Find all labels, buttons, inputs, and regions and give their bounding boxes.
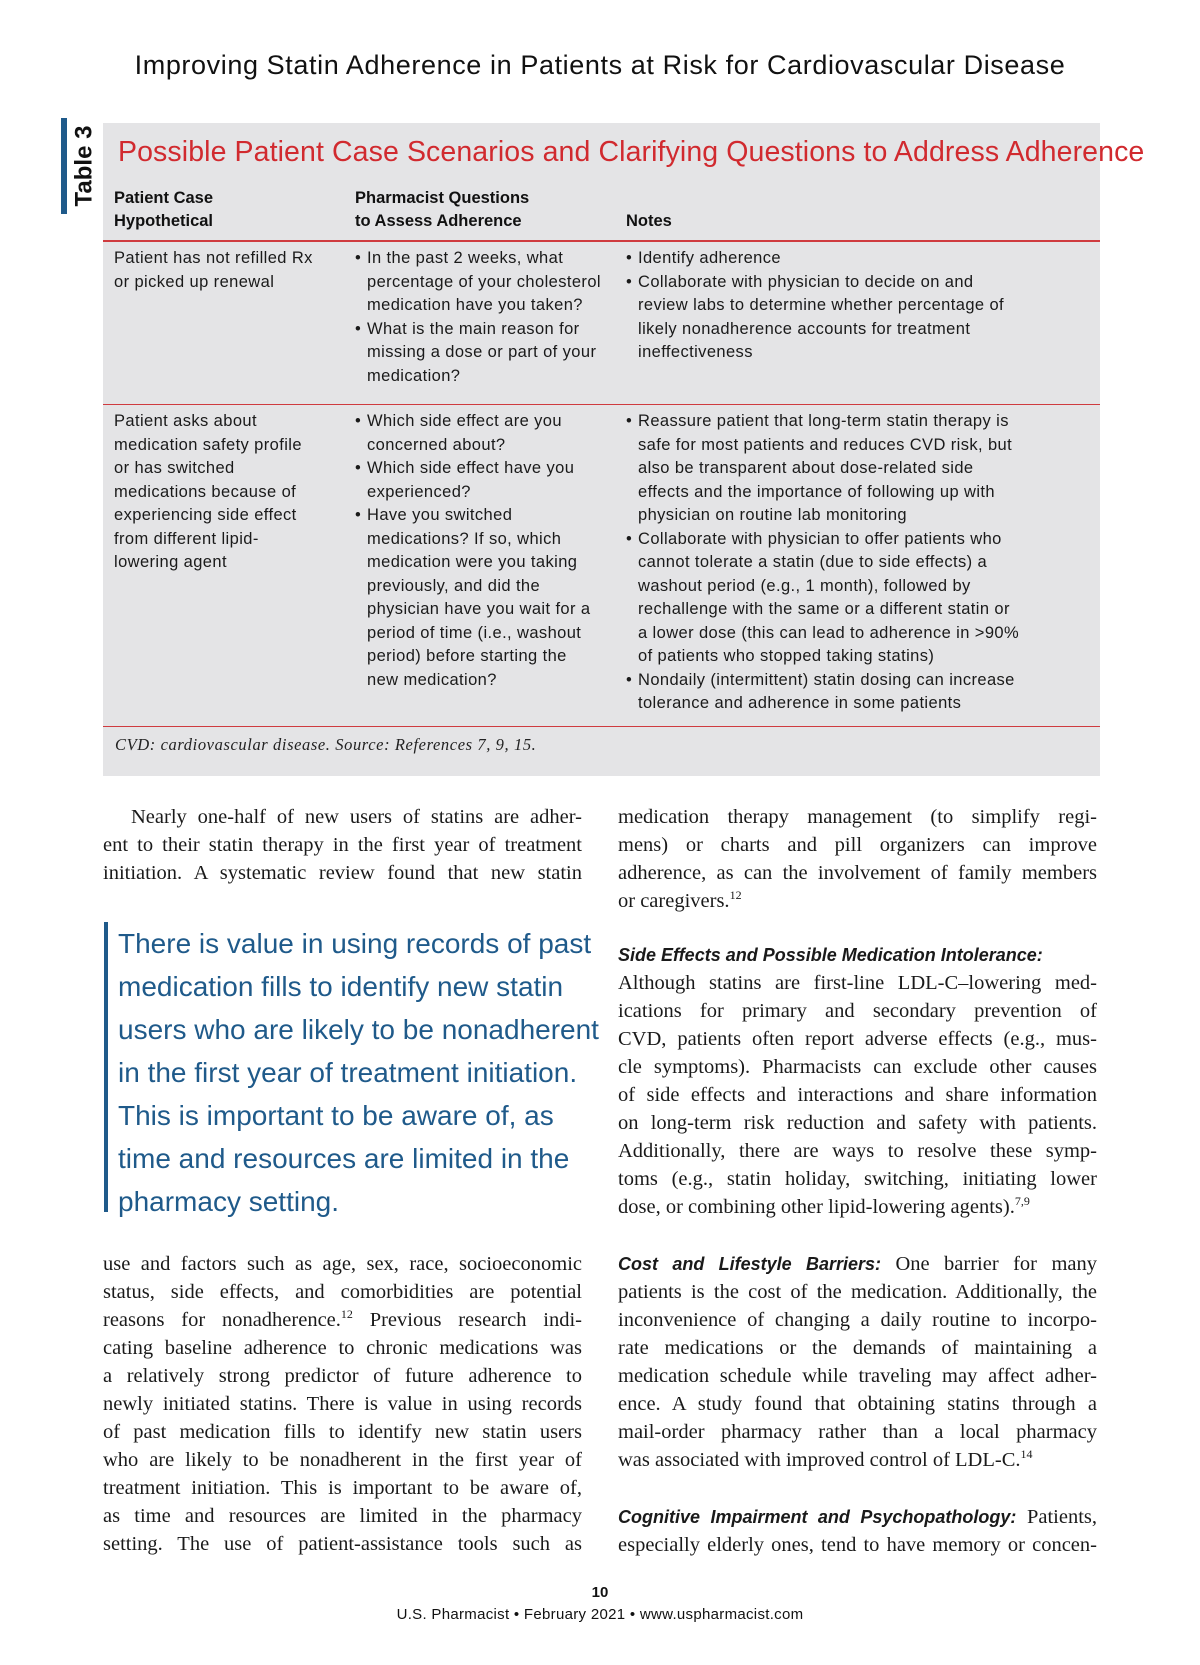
text-line: status, side effects, and comorbidities are potential bbox=[103, 1281, 582, 1303]
text-line: rate medications or the demands of maintaining a bbox=[618, 1337, 1097, 1359]
row2-case bbox=[114, 410, 344, 575]
col-header-case bbox=[114, 187, 213, 233]
row1-case bbox=[114, 247, 344, 294]
cognitive-section bbox=[618, 1503, 1097, 1559]
question-item bbox=[355, 504, 615, 692]
cognitive-heading: Cognitive Impairment and Psychopathology: bbox=[618, 1507, 1017, 1527]
cell-line: percentage of your cholesterol bbox=[367, 272, 601, 291]
cell-line: a lower dose (this can lead to adherence in >90% bbox=[638, 623, 1020, 642]
row2-questions bbox=[355, 410, 615, 692]
text-line: adherence, as can the involvement of family members bbox=[618, 862, 1097, 884]
pull-quote-line: pharmacy setting. bbox=[118, 1186, 339, 1217]
cell-line: washout period (e.g., 1 month), followed by bbox=[638, 576, 971, 595]
text-line: of side effects and interactions and share information bbox=[618, 1084, 1097, 1106]
cell-line: review labs to determine whether percentage of bbox=[638, 296, 1005, 314]
cell-line: experiencing side effect bbox=[114, 506, 297, 524]
cell-line: safe for most patients and reduces CVD risk, but bbox=[638, 435, 1013, 454]
question-item bbox=[355, 457, 615, 504]
col-header-case-line: Patient Case bbox=[114, 189, 214, 207]
text-line: of past medication fills to identify new statin users bbox=[103, 1421, 582, 1443]
text-run: One barrier for many bbox=[881, 1253, 1097, 1275]
col-header-case-line: Hypothetical bbox=[114, 212, 214, 230]
cell-line: medication were you taking bbox=[367, 553, 578, 571]
text-run: or caregivers. bbox=[618, 890, 730, 912]
text-line: inconvenience of changing a daily routine to incorpo- bbox=[618, 1309, 1097, 1331]
pull-quote-line: There is value in using records of past bbox=[118, 928, 592, 959]
cell-line: Patient asks about bbox=[114, 412, 257, 430]
text-line bbox=[618, 1503, 1097, 1531]
text-line: newly initiated statins. There is value in using records bbox=[103, 1393, 582, 1415]
citation-12: 12 bbox=[729, 888, 742, 903]
question-item bbox=[355, 410, 615, 457]
citation-7-9: 7,9 bbox=[1014, 1194, 1030, 1209]
header-rule bbox=[103, 240, 1100, 242]
cell-line: likely nonadherence accounts for treatment bbox=[638, 319, 971, 338]
note-item bbox=[626, 528, 1086, 669]
text-line: a relatively strong predictor of future adherence to bbox=[103, 1365, 582, 1387]
cell-line: • Identify adherence bbox=[638, 249, 781, 267]
text-line: ent to their statin therapy in the first year of treatment bbox=[103, 834, 582, 856]
text-line: treatment initiation. This is important to be aware of, bbox=[103, 1477, 582, 1499]
note-item bbox=[626, 247, 1086, 271]
text-run: dose, or combining other lipid-lowering agents). bbox=[618, 1196, 1015, 1218]
cell-line: medication safety profile bbox=[114, 435, 302, 454]
text-line: CVD, patients often report adverse effects (e.g., mus- bbox=[618, 1028, 1097, 1050]
cell-line: from different lipid- bbox=[114, 529, 259, 548]
text-run: reasons for nonadherence. bbox=[103, 1309, 341, 1331]
cell-line: or picked up renewal bbox=[114, 272, 275, 291]
pull-quote-line: users who are likely to be nonadherent bbox=[118, 1014, 599, 1045]
page-number: 10 bbox=[591, 1584, 609, 1601]
col-header-notes-line: Notes bbox=[626, 212, 672, 230]
table-tag-bar bbox=[61, 118, 67, 214]
col-header-notes bbox=[626, 210, 672, 233]
text-line bbox=[618, 1250, 1097, 1278]
row1-notes bbox=[626, 247, 1086, 365]
table-footnote: CVD: cardiovascular disease. Source: References 7, 9, 15. bbox=[115, 735, 537, 754]
section-heading-line bbox=[618, 941, 1097, 969]
pull-quote-line: in the first year of treatment initiation. bbox=[118, 1057, 578, 1088]
pull-quote-line: This is important to be aware of, as bbox=[118, 1100, 554, 1131]
cell-line: • Which side effect are you bbox=[367, 412, 562, 430]
text-line: setting. The use of patient-assistance tools such as bbox=[103, 1533, 582, 1555]
cell-line: • Have you switched bbox=[367, 506, 513, 524]
cell-line: period) before starting the bbox=[367, 647, 567, 665]
cell-line: • In the past 2 weeks, what bbox=[367, 249, 564, 267]
cell-line: • Reassure patient that long-term statin therapy is bbox=[638, 412, 1009, 430]
right-para-1 bbox=[618, 803, 1097, 915]
text-line: Additionally, there are ways to resolve these symp- bbox=[618, 1140, 1097, 1162]
question-item bbox=[355, 247, 615, 318]
text-line: ications for primary and secondary prevention of bbox=[618, 1000, 1097, 1022]
table-3 bbox=[103, 123, 1145, 776]
cell-line: rechallenge with the same or a different statin or bbox=[638, 600, 1010, 618]
cell-line: effects and the importance of following up with bbox=[638, 482, 995, 501]
cell-line: or has switched bbox=[114, 459, 235, 477]
cell-line: • Collaborate with physician to offer patients who bbox=[638, 529, 1002, 548]
col-header-questions bbox=[355, 187, 529, 233]
table-title: Possible Patient Case Scenarios and Clarifying Questions to Address Adherence bbox=[118, 136, 1145, 168]
cell-line: Patient has not refilled Rx bbox=[114, 249, 313, 267]
text-line: who are likely to be nonadherent in the first year of bbox=[103, 1449, 582, 1471]
cell-line: missing a dose or part of your bbox=[367, 343, 597, 361]
cell-line: lowering agent bbox=[114, 553, 227, 571]
cell-line: experienced? bbox=[367, 482, 471, 501]
text-line: as time and resources are limited in the pharmacy bbox=[103, 1505, 582, 1527]
cell-line: cannot tolerate a statin (due to side effects) a bbox=[638, 553, 988, 571]
text-line: patients is the cost of the medication. Additionally, the bbox=[618, 1281, 1097, 1303]
text-line: mail-order pharmacy rather than a local pharmacy bbox=[618, 1421, 1097, 1443]
question-item bbox=[355, 318, 615, 389]
text-line: on long-term risk reduction and safety with patients. bbox=[618, 1112, 1097, 1134]
text-line: use and factors such as age, sex, race, socioeconomic bbox=[103, 1253, 582, 1275]
cell-line: concerned about? bbox=[367, 435, 506, 454]
cost-heading: Cost and Lifestyle Barriers: bbox=[618, 1254, 882, 1274]
text-line: Nearly one-half of new users of statins are adher- bbox=[131, 806, 582, 828]
text-line: cating baseline adherence to chronic medications was bbox=[103, 1337, 582, 1359]
cost-section bbox=[618, 1250, 1097, 1474]
text-line bbox=[103, 1306, 582, 1334]
cell-line: medication have you taken? bbox=[367, 296, 583, 314]
cell-line: physician have you wait for a bbox=[367, 600, 591, 618]
text-line: mens) or charts and pill organizers can improve bbox=[618, 834, 1097, 856]
text-line: Although statins are first-line LDL-C–lowering med- bbox=[618, 972, 1097, 994]
cell-line: medications because of bbox=[114, 482, 297, 501]
text-line bbox=[618, 1193, 1097, 1221]
note-item bbox=[626, 271, 1086, 365]
note-item bbox=[626, 410, 1086, 528]
citation-14: 14 bbox=[1020, 1447, 1033, 1462]
cell-line: • Collaborate with physician to decide on and bbox=[638, 272, 974, 291]
col-header-questions-line: to Assess Adherence bbox=[355, 212, 522, 230]
pull-quote-line: time and resources are limited in the bbox=[118, 1143, 570, 1174]
text-run: Previous research indi- bbox=[352, 1309, 582, 1331]
cell-line: • Which side effect have you bbox=[367, 459, 575, 477]
cell-line: previously, and did the bbox=[367, 576, 541, 595]
text-run: was associated with improved control of LDL-C. bbox=[618, 1449, 1021, 1471]
note-item bbox=[626, 669, 1086, 716]
running-title: Improving Statin Adherence in Patients at Risk for Cardiovascular Disease bbox=[134, 50, 1066, 80]
cell-line: ineffectiveness bbox=[638, 343, 753, 361]
side-effects-section bbox=[618, 941, 1097, 1221]
table-tag-label: Table 3 bbox=[70, 125, 98, 207]
text-line bbox=[618, 1446, 1097, 1474]
cell-line: new medication? bbox=[367, 670, 497, 689]
row2-notes bbox=[626, 410, 1086, 716]
table-tag bbox=[61, 118, 99, 214]
text-line: medication schedule while traveling may affect adher- bbox=[618, 1365, 1097, 1387]
row-rule bbox=[103, 404, 1100, 405]
text-line: initiation. A systematic review found that new statin bbox=[103, 862, 582, 884]
cell-line: tolerance and adherence in some patients bbox=[638, 694, 962, 712]
left-para-2 bbox=[103, 1250, 582, 1558]
text-line: toms (e.g., statin holiday, switching, initiating lower bbox=[618, 1168, 1097, 1190]
cell-line: of patients who stopped taking statins) bbox=[638, 647, 935, 665]
pull-quote bbox=[104, 922, 599, 1217]
text-line bbox=[618, 887, 1097, 915]
text-line: medication therapy management (to simplify regi- bbox=[618, 806, 1097, 828]
cell-line: physician on routine lab monitoring bbox=[638, 506, 907, 524]
citation-12: 12 bbox=[340, 1307, 353, 1322]
bottom-rule bbox=[103, 726, 1100, 727]
cell-line: also be transparent about dose-related side bbox=[638, 459, 974, 477]
cell-line: medications? If so, which bbox=[367, 529, 562, 548]
cell-line: medication? bbox=[367, 366, 461, 385]
side-effects-heading: Side Effects and Possible Medication Intolerance: bbox=[618, 945, 1043, 965]
pull-quote-line: medication fills to identify new statin bbox=[118, 971, 564, 1002]
cell-line: • Nondaily (intermittent) statin dosing can increase bbox=[638, 670, 1015, 689]
text-line: especially elderly ones, tend to have memory or concen- bbox=[618, 1534, 1097, 1556]
text-line: ence. A study found that obtaining statins through a bbox=[618, 1393, 1097, 1415]
left-para-1 bbox=[103, 803, 582, 887]
col-header-questions-line: Pharmacist Questions bbox=[355, 189, 530, 207]
text-run: Patients, bbox=[1016, 1506, 1097, 1528]
row1-questions bbox=[355, 247, 615, 388]
cell-line: period of time (i.e., washout bbox=[367, 623, 582, 642]
cell-line: • What is the main reason for bbox=[367, 319, 580, 338]
text-line: cle symptoms). Pharmacists can exclude other causes bbox=[618, 1056, 1097, 1078]
footer-line: U.S. Pharmacist • February 2021 • www.uspharmacist.com bbox=[396, 1606, 804, 1623]
